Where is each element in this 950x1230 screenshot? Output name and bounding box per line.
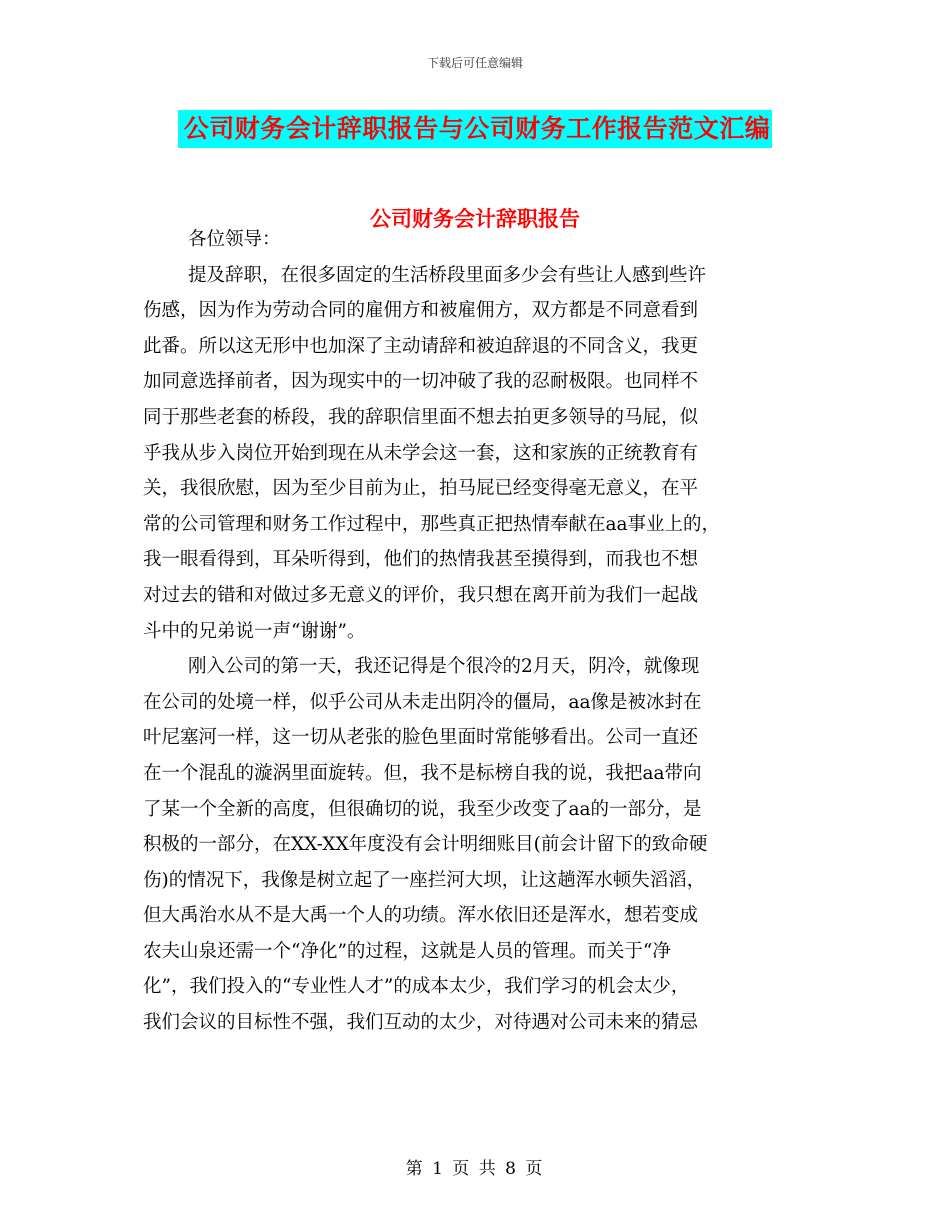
text-line: 乎我从步入岗位开始到现在从未学会这一套，这和家族的正统教育有 <box>143 442 699 464</box>
document-title-wrap <box>0 110 950 148</box>
text-line: 农夫山泉还需一个“净化”的过程，这就是人员的管理。而关于“净 <box>143 940 671 962</box>
text-line: 我一眼看得到，耳朵听得到，他们的热情我甚至摸得到，而我也不想 <box>143 549 699 571</box>
download-note: 下载后可任意编辑 <box>426 56 523 70</box>
text-line: 在公司的处境一样，似乎公司从未走出阴冷的僵局，aa像是被冰封在 <box>143 691 702 713</box>
text-line: 常的公司管理和财务工作过程中，那些真正把热情奉献在aa事业上的， <box>143 513 721 535</box>
text-line: 积极的一部分，在XX-XX年度没有会计明细账目(前会计留下的致命硬 <box>143 834 708 856</box>
text-line: 在一个混乱的漩涡里面旋转。但，我不是标榜自我的说，我把aa带向 <box>143 762 702 784</box>
body-text <box>143 222 808 1041</box>
text-line: 提及辞职，在很多固定的生活桥段里面多少会有些让人感到些许 <box>188 264 707 286</box>
document-title: 公司财务会计辞职报告与公司财务工作报告范文汇编 <box>178 110 773 148</box>
text-line: 但大禹治水从不是大禹一个人的功绩。浑水依旧还是浑水，想若变成 <box>143 905 699 927</box>
text-line: 刚入公司的第一天，我还记得是个很冷的2月天，阴冷，就像现 <box>188 656 700 678</box>
text-line: 关，我很欣慰，因为至少目前为止，拍马屁已经变得毫无意义，在平 <box>143 478 699 500</box>
paragraph-lines <box>143 258 808 1041</box>
text-line: 我们会议的目标性不强，我们互动的太少，对待遇对公司未来的猜忌 <box>143 1012 699 1034</box>
salutation: 各位领导： <box>188 229 281 250</box>
text-line: 同于那些老套的桥段，我的辞职信里面不想去拍更多领导的马屁，似 <box>143 406 699 428</box>
text-line: 斗中的兄弟说一声“谢谢”。 <box>143 620 366 642</box>
text-line: 了某一个全新的高度，但很确切的说，我至少改变了aa的一部分，是 <box>143 798 702 820</box>
text-line: 伤感，因为作为劳动合同的雇佣方和被雇佣方，双方都是不同意看到 <box>143 300 699 322</box>
text-line: 对过去的错和对做过多无意义的评价，我只想在离开前为我们一起战 <box>143 584 699 606</box>
text-line: 加同意选择前者，因为现实中的一切冲破了我的忍耐极限。也同样不 <box>143 371 699 393</box>
text-line: 伤)的情况下，我像是树立起了一座拦河大坝，让这趟浑水顿失滔滔， <box>143 869 706 891</box>
section-title: 公司财务会计辞职报告 <box>370 207 580 231</box>
text-line: 此番。所以这无形中也加深了主动请辞和被迫辞退的不同含义，我更 <box>143 335 699 357</box>
page-number: 第 1 页 共 8 页 <box>405 1159 545 1179</box>
text-line: 化”，我们投入的“专业性人才”的成本太少，我们学习的机会太少， <box>143 976 690 998</box>
text-line: 叶尼塞河一样，这一切从老张的脸色里面时常能够看出。公司一直还 <box>143 727 699 749</box>
